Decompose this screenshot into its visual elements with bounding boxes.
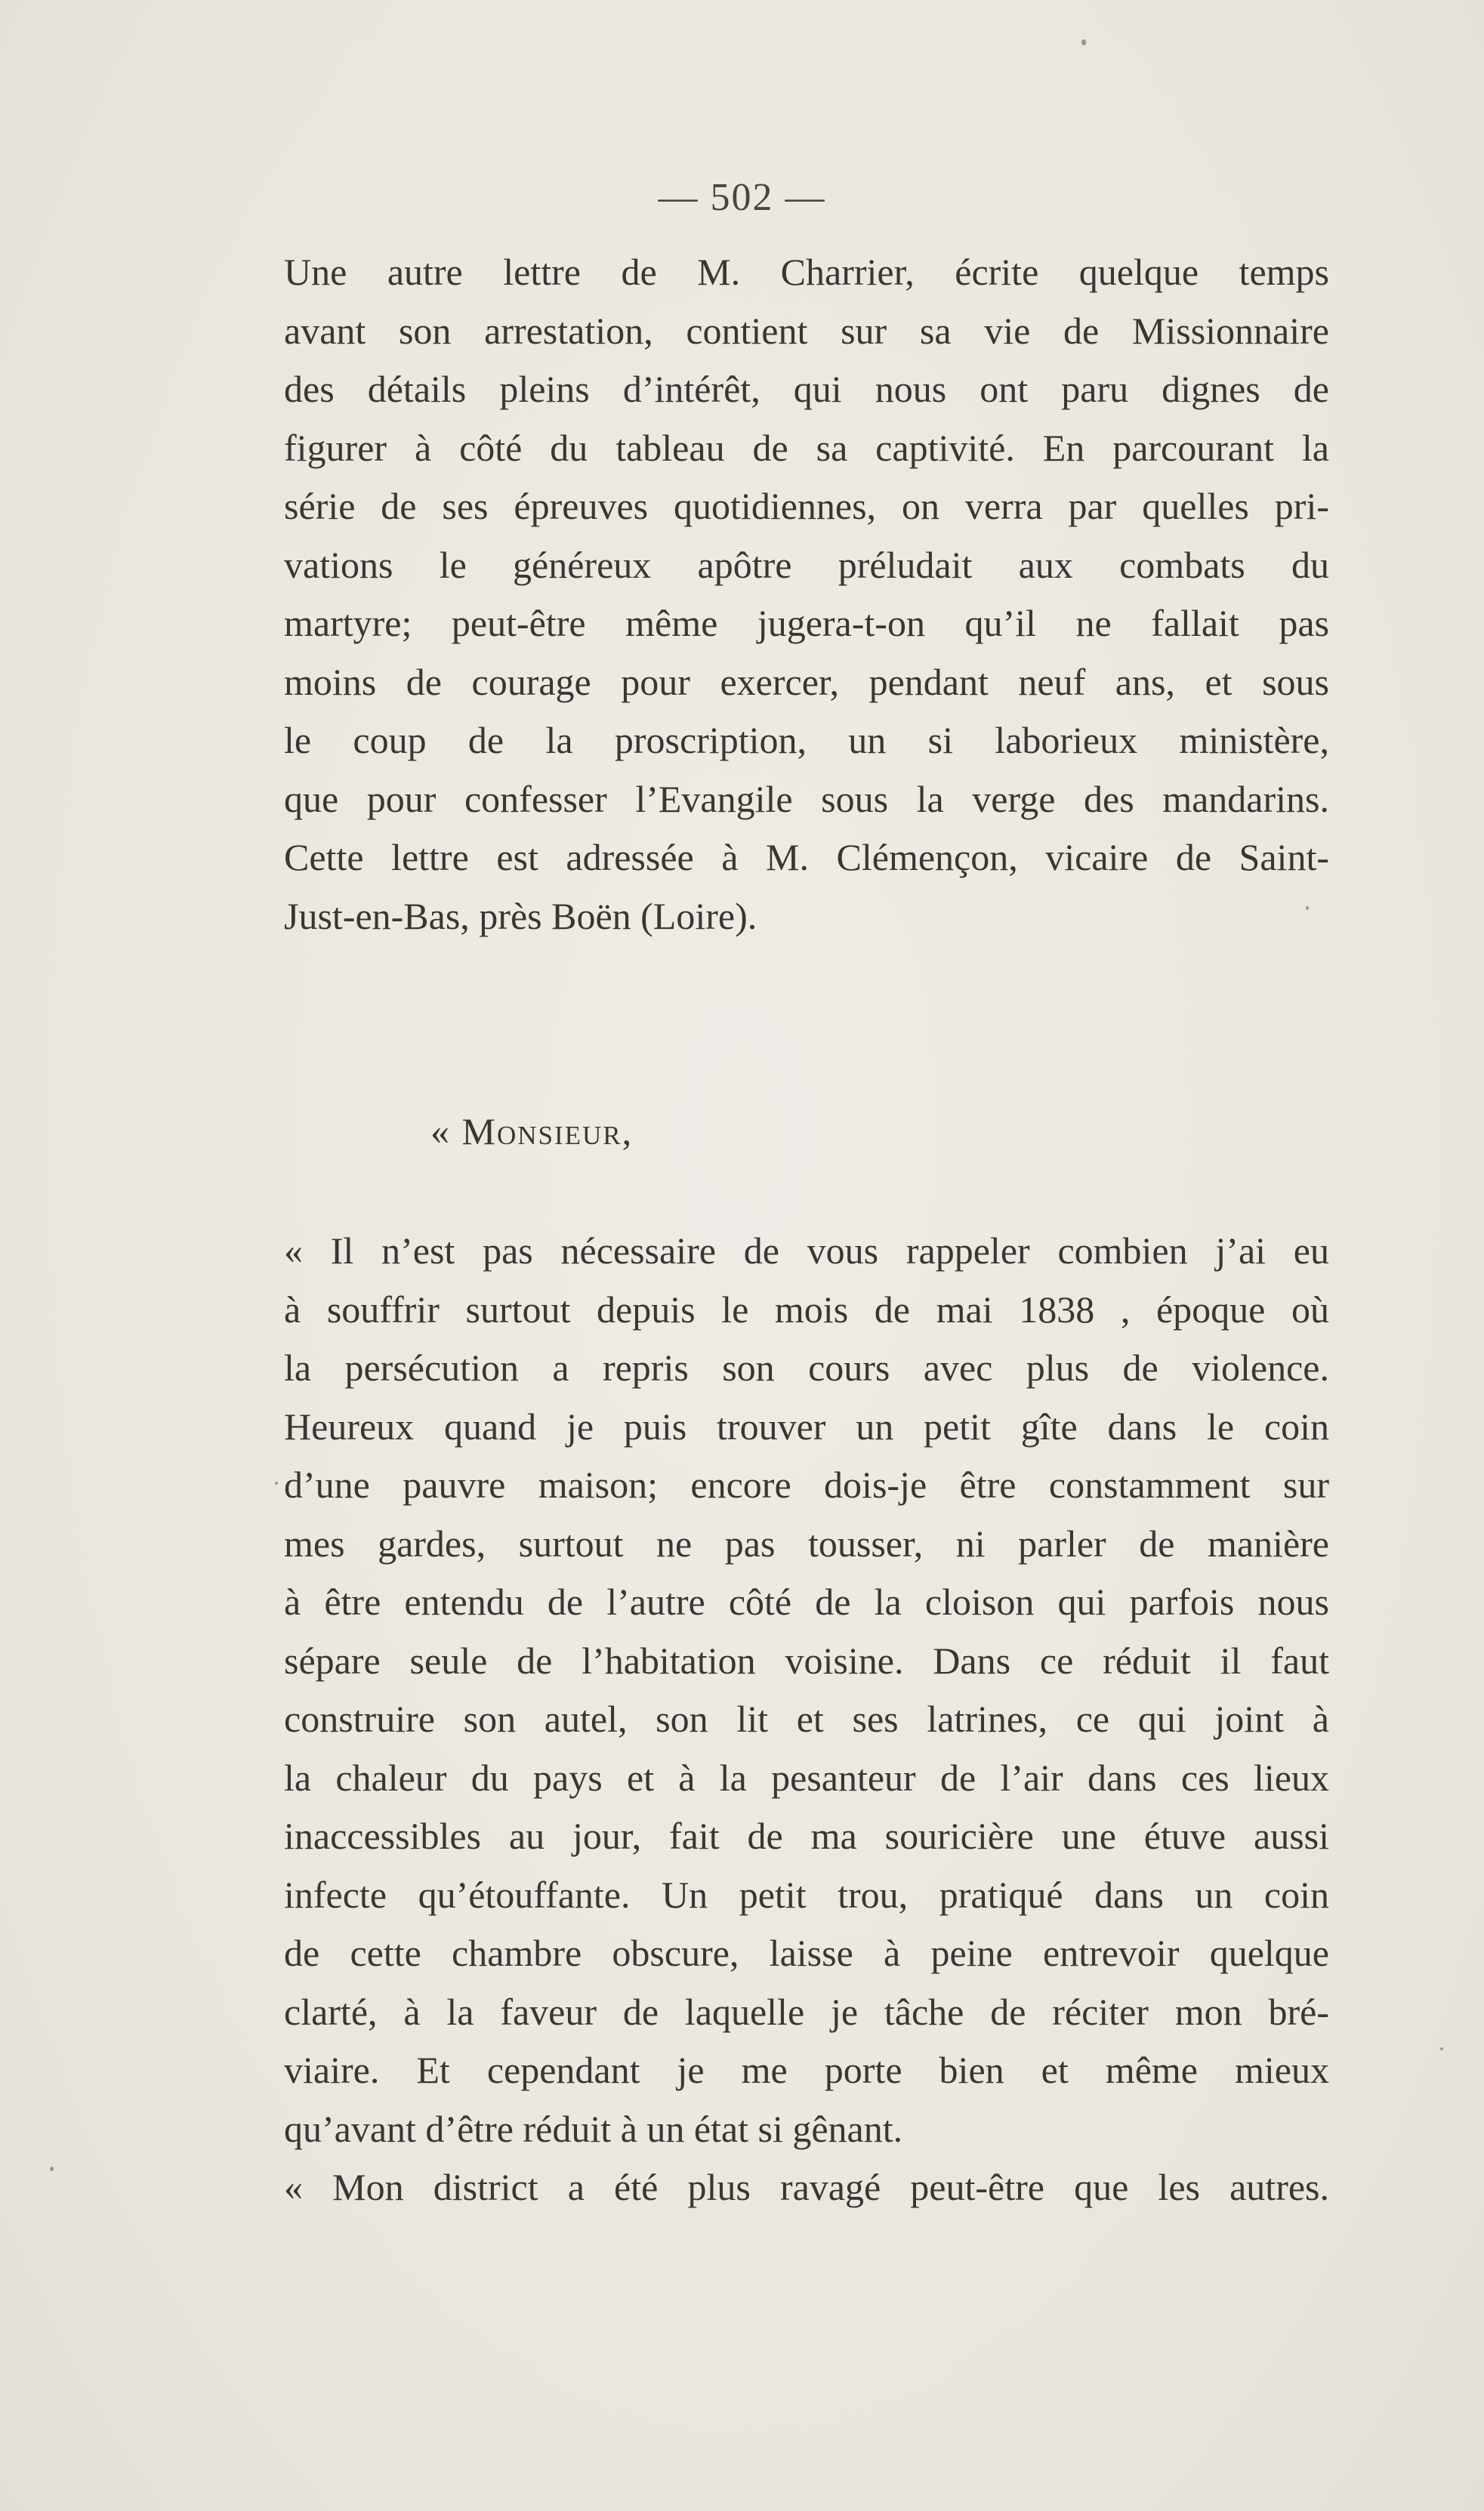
text-line: « Mon district a été plus ravagé peut-être que les autres. — [284, 2166, 1329, 2208]
text-line: avant son arrestation, contient sur sa vie de Missionnaire — [284, 309, 1329, 352]
text-line: la persécution a repris son cours avec plus de violence. — [284, 1347, 1329, 1389]
text-line: moins de courage pour exercer, pendant neuf ans, et sous — [284, 660, 1329, 703]
paper-speck — [50, 2167, 54, 2171]
text-line: construire son autel, son lit et ses latrines, ce qui joint à — [284, 1698, 1329, 1740]
page-number: — 502 — — [658, 176, 826, 219]
text-line: figurer à côté du tableau de sa captivité. En parcourant la — [284, 426, 1329, 469]
text-line: « Il n’est pas nécessaire de vous rappeler combien j’ai eu — [284, 1229, 1329, 1272]
text-line: à être entendu de l’autre côté de la cloison qui parfois nous — [284, 1581, 1329, 1623]
intro-paragraph — [284, 243, 1329, 945]
text-line: le coup de la proscription, un si laborieux ministère, — [284, 719, 1329, 761]
paper-speck — [275, 1482, 278, 1485]
text-line: clarté, à la faveur de laquelle je tâche de réciter mon bré- — [284, 1990, 1329, 2033]
text-line: qu’avant d’être réduit à un état si gênant. — [284, 2107, 903, 2150]
text-line: vations le généreux apôtre préludait aux combats du — [284, 543, 1329, 586]
text-line: mes gardes, surtout ne pas tousser, ni parler de manière — [284, 1522, 1329, 1565]
text-line: d’une pauvre maison; encore dois-je être constamment sur — [284, 1464, 1329, 1506]
text-line: des détails pleins d’intérêt, qui nous ont paru dignes de — [284, 368, 1329, 410]
text-line: infecte qu’étouffante. Un petit trou, pratiqué dans un coin — [284, 1873, 1329, 1916]
salutation-text: « Monsieur, — [430, 1110, 634, 1152]
text-line: sépare seule de l’habitation voisine. Dans ce réduit il faut — [284, 1639, 1329, 1682]
letter-salutation — [430, 1103, 633, 1161]
text-line: inaccessibles au jour, fait de ma souricière une étuve aussi — [284, 1815, 1329, 1857]
text-line: viaire. Et cependant je me porte bien et même mieux — [284, 2049, 1329, 2091]
text-line: que pour confesser l’Evangile sous la verge des mandarins. — [284, 777, 1329, 820]
text-line: Heureux quand je puis trouver un petit gîte dans le coin — [284, 1405, 1329, 1448]
text-line: Just-en-Bas, près Boën (Loire). — [284, 894, 757, 937]
text-line: de cette chambre obscure, laisse à peine entrevoir quelque — [284, 1932, 1329, 1974]
text-line: Une autre lettre de M. Charrier, écrite quelque temps — [284, 251, 1329, 293]
paper-speck — [1081, 39, 1086, 45]
paper-speck — [1306, 906, 1309, 910]
text-line: série de ses épreuves quotidiennes, on verra par quelles pri- — [284, 485, 1329, 527]
text-line: à souffrir surtout depuis le mois de mai 1838 , époque où — [284, 1288, 1329, 1331]
letter-paragraph — [284, 1222, 1329, 2217]
text-line: Cette lettre est adressée à M. Clémençon, vicaire de Saint- — [284, 836, 1329, 878]
paper-speck — [1440, 2047, 1443, 2050]
text-line: la chaleur du pays et à la pesanteur de l’air dans ces lieux — [284, 1756, 1329, 1799]
text-line: martyre; peut-être même jugera-t-on qu’il ne fallait pas — [284, 602, 1329, 644]
